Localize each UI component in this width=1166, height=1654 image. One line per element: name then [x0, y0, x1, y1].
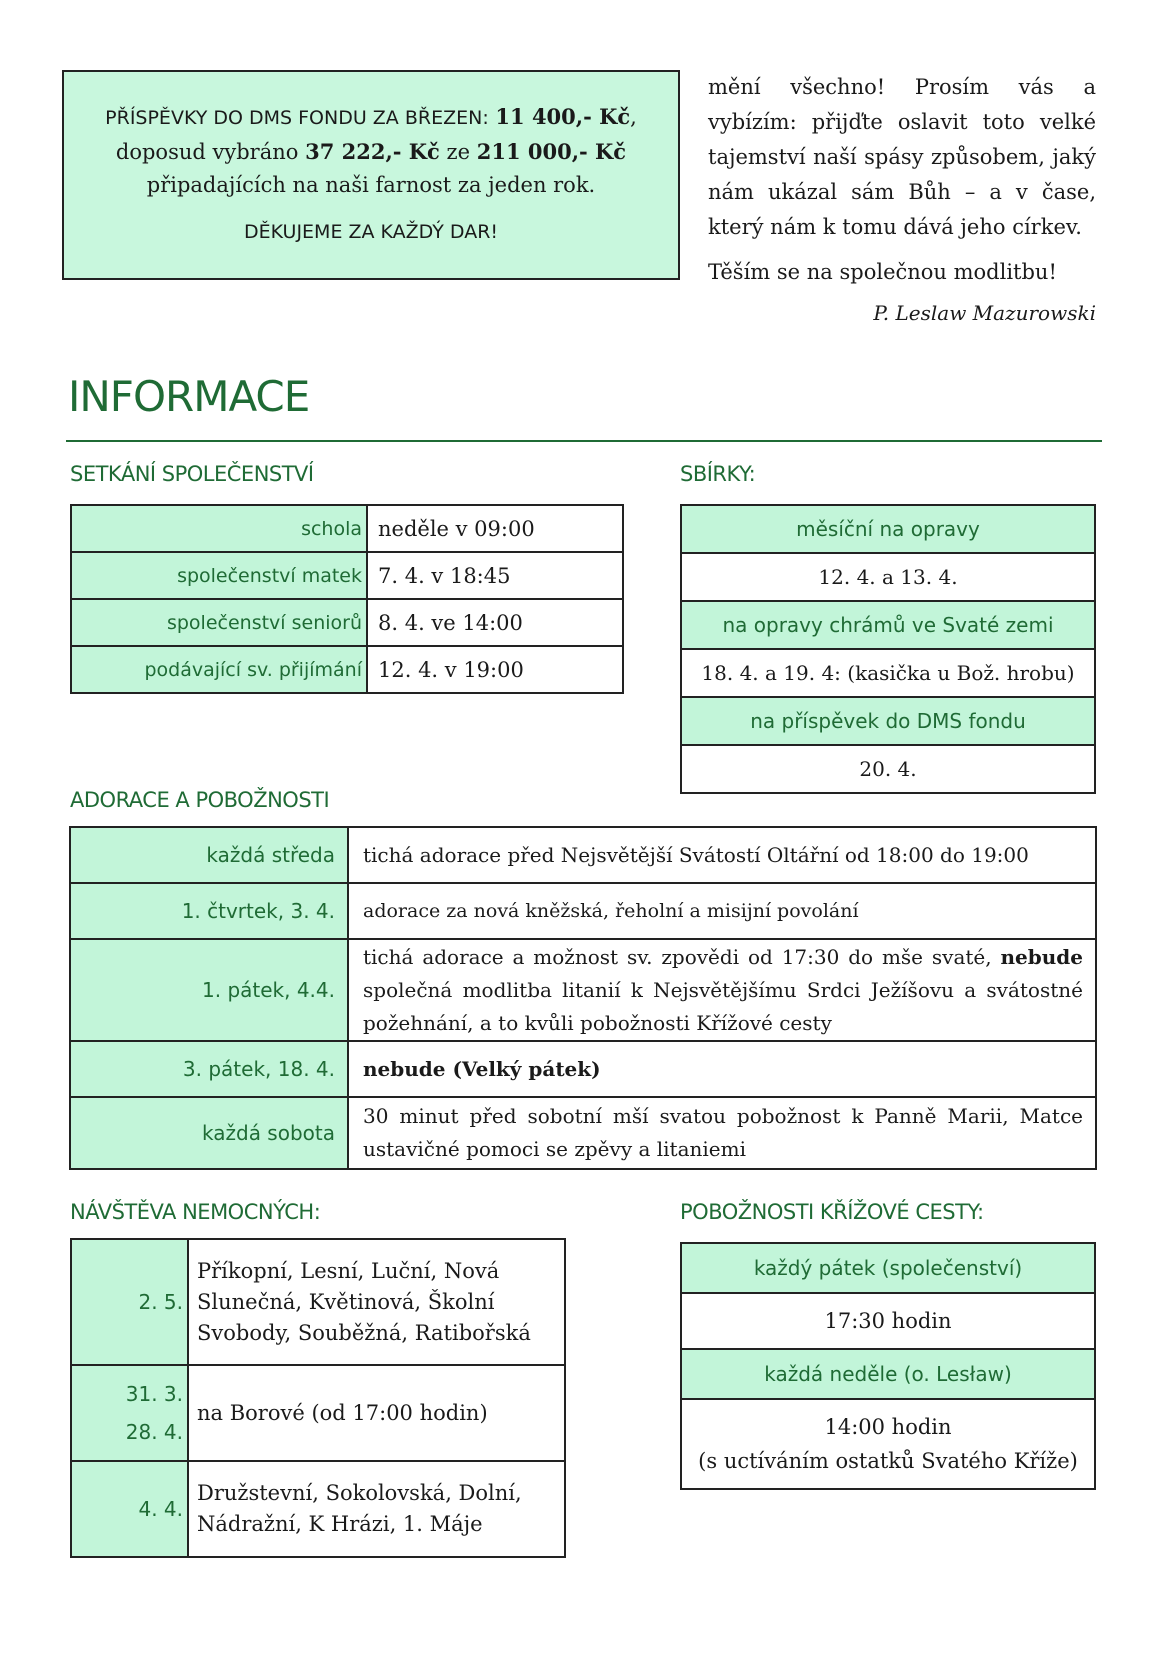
setkani-label: společenství matek — [71, 552, 367, 599]
nemocnych-streets — [188, 1239, 565, 1365]
table-row — [71, 599, 623, 646]
table-row — [71, 505, 623, 552]
setkani-heading: SETKÁNÍ SPOLEČENSTVÍ — [70, 462, 314, 486]
nemocnych-streets — [188, 1365, 565, 1461]
date-line: 31. 3. — [125, 1382, 183, 1406]
letter-paragraph: mění všechno! Prosím vás a vybízím: přijďte oslavit toto velké tajemství naší spásy způsobem, jaký nám ukázal sám Bůh – a v čase, který nám k tomu dává jeho církev. — [708, 75, 1096, 239]
table-row — [71, 552, 623, 599]
adorace-table — [69, 826, 1097, 1170]
adorace-label: každá středa — [70, 827, 348, 883]
sbirky-table — [680, 504, 1096, 794]
table-row — [71, 1461, 565, 1557]
donation-caps: PŘÍSPĚVKY DO DMS FONDU ZA BŘEZEN: — [105, 107, 489, 129]
page-title: INFORMACE — [68, 372, 310, 421]
donation-thanks: DĚKUJEME ZA KAŽDÝ DAR! — [243, 221, 499, 243]
table-row — [681, 1349, 1095, 1399]
setkani-value: 7. 4. v 18:45 — [367, 552, 623, 599]
sbirky-value: 12. 4. a 13. 4. — [681, 553, 1095, 601]
nemocnych-table — [70, 1238, 566, 1558]
krizova-value-line: 14:00 hodin — [824, 1415, 952, 1439]
adorace-value: 30 minut před sobotní mší svatou pobožnost k Panně Marii, Matce ustavičné pomoci se zpěvy a litaniemi — [348, 1097, 1096, 1169]
table-row — [70, 883, 1096, 939]
date-line: 28. 4. — [125, 1420, 183, 1444]
setkani-value: neděle v 09:00 — [367, 505, 623, 552]
donation-target-amount: 211 000,- Kč — [476, 139, 627, 164]
adorace-value-part: tichá adorace a možnost sv. zpovědi od 17:30 do mše svaté, — [363, 944, 992, 969]
table-row — [681, 649, 1095, 697]
krizova-value: 17:30 hodin — [681, 1293, 1095, 1349]
table-row — [71, 1239, 565, 1365]
adorace-value-bold: nebude — [1000, 944, 1084, 969]
letter-signature: P. Leslaw Mazurowski — [873, 301, 1096, 325]
donation-box — [62, 70, 680, 280]
krizova-label: každý pátek (společenství) — [681, 1243, 1095, 1293]
table-row — [681, 1399, 1095, 1489]
street-line: Nádražní, K Hrázi, 1. Máje — [197, 1512, 483, 1536]
setkani-label: společenství seniorů — [71, 599, 367, 646]
sbirky-heading: SBÍRKY: — [680, 462, 756, 486]
table-row — [70, 827, 1096, 883]
letter-closing: Těším se na společnou modlitbu! — [708, 260, 1057, 284]
adorace-label: 3. pátek, 18. 4. — [70, 1041, 348, 1097]
nemocnych-streets — [188, 1461, 565, 1557]
table-row — [71, 646, 623, 693]
krizova-value — [681, 1399, 1095, 1489]
table-row — [70, 939, 1096, 1041]
nemocnych-date: 4. 4. — [71, 1461, 188, 1557]
donation-march-amount: 11 400,- Kč — [495, 104, 631, 129]
table-row — [70, 1041, 1096, 1097]
sbirky-label: na příspěvek do DMS fondu — [681, 697, 1095, 745]
donation-line-2 — [64, 135, 678, 169]
nemocnych-date: 2. 5. — [71, 1239, 188, 1365]
krizova-heading: POBOŽNOSTI KŘÍŽOVÉ CESTY: — [680, 1200, 984, 1224]
title-divider — [66, 440, 1102, 442]
sbirky-value: 18. 4. a 19. 4: (kasička u Bož. hrobu) — [681, 649, 1095, 697]
setkani-label: schola — [71, 505, 367, 552]
sbirky-value: 20. 4. — [681, 745, 1095, 793]
adorace-value: adorace za nová kněžská, řeholní a misijní povolání — [348, 883, 1096, 939]
donation-line-3: připadajících na naši farnost za jeden rok. — [146, 173, 596, 197]
krizova-table — [680, 1242, 1096, 1490]
nemocnych-date — [71, 1365, 188, 1461]
adorace-label: 1. pátek, 4.4. — [70, 939, 348, 1041]
sbirky-label: na opravy chrámů ve Svaté zemi — [681, 601, 1095, 649]
adorace-value: nebude (Velký pátek) — [348, 1041, 1096, 1097]
setkani-label: podávající sv. přijímání — [71, 646, 367, 693]
adorace-value — [348, 939, 1096, 1041]
donation-of-label: ze — [446, 140, 471, 164]
table-row — [681, 1243, 1095, 1293]
street-line: Příkopní, Lesní, Luční, Nová — [197, 1258, 500, 1283]
street-line: na Borové (od 17:00 hodin) — [197, 1400, 488, 1425]
donation-collected-amount: 37 222,- Kč — [305, 139, 440, 164]
street-line: Slunečná, Květinová, Školní — [197, 1289, 495, 1314]
krizova-value-line: (s uctíváním ostatků Svatého Kříže) — [698, 1449, 1078, 1473]
table-row — [681, 745, 1095, 793]
table-row — [681, 505, 1095, 553]
donation-collected-label: doposud vybráno — [115, 140, 299, 164]
setkani-value: 12. 4. v 19:00 — [367, 646, 623, 693]
setkani-value: 8. 4. ve 14:00 — [367, 599, 623, 646]
table-row — [681, 601, 1095, 649]
street-line: Svobody, Souběžná, Ratibořská — [197, 1320, 531, 1345]
adorace-value-part: společná modlitba litanií k Nejsvětějšímu Srdci Ježíšovu a svátostné požehnání, a to kvůli pobožnosti Křížové cesty — [363, 977, 1083, 1035]
sbirky-label: měsíční na opravy — [681, 505, 1095, 553]
adorace-heading: ADORACE A POBOŽNOSTI — [70, 788, 330, 812]
setkani-table — [70, 504, 624, 694]
adorace-value: tichá adorace před Nejsvětější Svátostí Oltářní od 18:00 do 19:00 — [348, 827, 1096, 883]
adorace-label: 1. čtvrtek, 3. 4. — [70, 883, 348, 939]
table-row — [71, 1365, 565, 1461]
street-line: Družstevní, Sokolovská, Dolní, — [197, 1481, 522, 1505]
table-row — [70, 1097, 1096, 1169]
donation-line-1: PŘÍSPĚVKY DO DMS FONDU ZA BŘEZEN: 11 400,- Kč, — [105, 104, 637, 129]
letter-column — [708, 70, 1096, 331]
nemocnych-heading: NÁVŠTĚVA NEMOCNÝCH: — [70, 1200, 321, 1224]
adorace-label: každá sobota — [70, 1097, 348, 1169]
table-row — [681, 697, 1095, 745]
table-row — [681, 1293, 1095, 1349]
table-row — [681, 553, 1095, 601]
krizova-label: každá neděle (o. Lesław) — [681, 1349, 1095, 1399]
